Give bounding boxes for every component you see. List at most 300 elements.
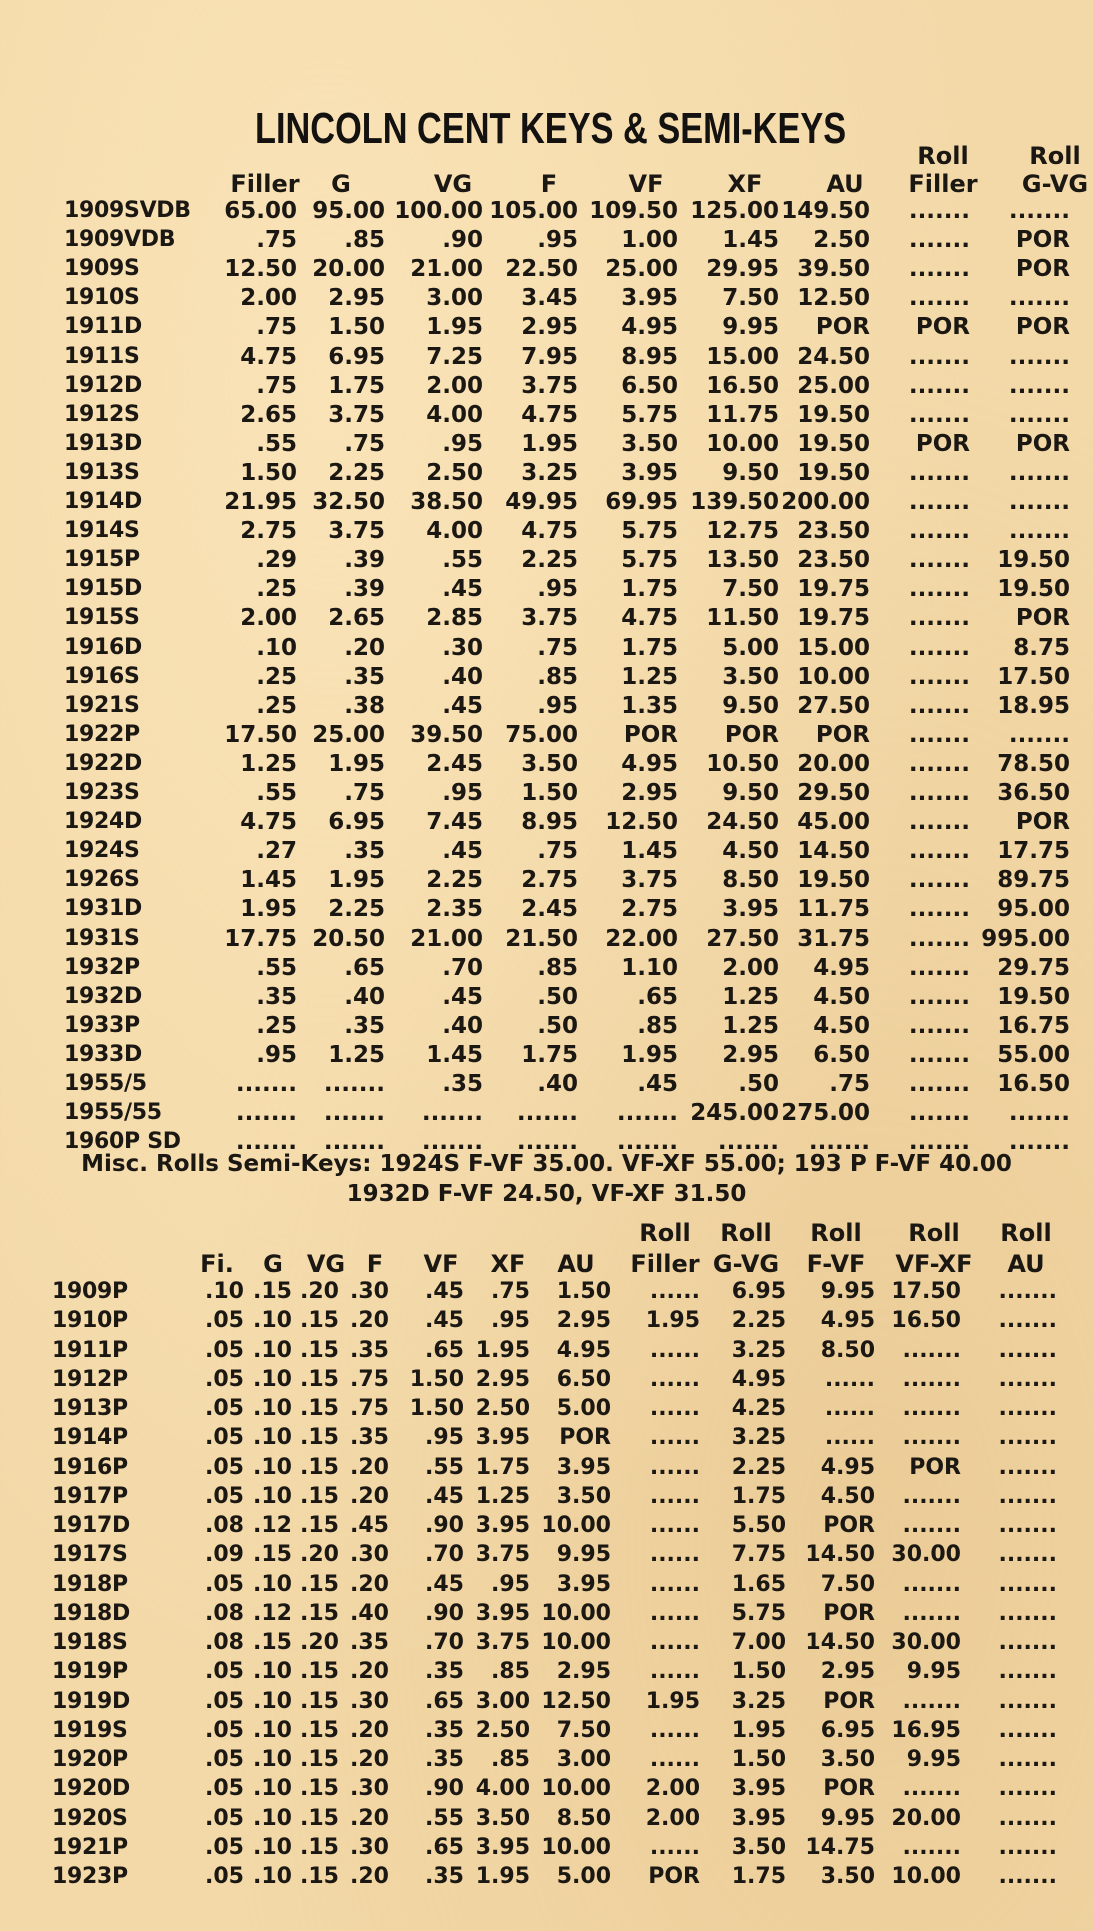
price-cell: ....... bbox=[998, 1308, 1057, 1334]
price-cell: 10.00 bbox=[706, 430, 779, 457]
price-cell: .95 bbox=[256, 1041, 297, 1068]
price-cell: .35 bbox=[344, 1012, 385, 1039]
price-cell: 4.50 bbox=[813, 1012, 870, 1039]
table-row bbox=[0, 1659, 1093, 1688]
year-cell: 1918D bbox=[52, 1600, 130, 1626]
price-cell: 3.75 bbox=[328, 518, 385, 545]
price-cell: ...... bbox=[649, 1483, 700, 1509]
year-cell: 1914D bbox=[64, 489, 142, 514]
price-cell: 3.95 bbox=[475, 1600, 530, 1626]
price-cell: 3.75 bbox=[521, 372, 578, 399]
table-row bbox=[0, 867, 1093, 896]
price-cell: ....... bbox=[908, 547, 970, 574]
price-cell: .95 bbox=[537, 692, 578, 719]
price-cell: .15 bbox=[300, 1396, 339, 1421]
price-cell: .15 bbox=[300, 1688, 339, 1714]
price-cell: .25 bbox=[256, 576, 297, 603]
price-cell: 1.50 bbox=[731, 1747, 786, 1772]
year-cell: 1955/55 bbox=[64, 1100, 162, 1126]
price-cell: ...... bbox=[824, 1425, 875, 1451]
price-cell: 9.95 bbox=[906, 1747, 961, 1772]
price-cell: 65.00 bbox=[224, 198, 297, 224]
price-cell: 38.50 bbox=[410, 489, 483, 515]
price-cell: ....... bbox=[1008, 372, 1070, 399]
column-header-1: Filler bbox=[230, 170, 300, 198]
price-cell: ....... bbox=[902, 1483, 961, 1509]
price-cell: 3.95 bbox=[475, 1425, 530, 1451]
year-cell: 1919P bbox=[52, 1659, 128, 1685]
price-cell: ....... bbox=[908, 780, 970, 806]
year-cell: 1918P bbox=[52, 1571, 128, 1597]
price-cell: .95 bbox=[537, 576, 578, 603]
column-header-4: F bbox=[540, 170, 558, 198]
table-row bbox=[0, 926, 1093, 955]
price-cell: 100.00 bbox=[394, 198, 483, 224]
price-cell: 1.25 bbox=[475, 1483, 530, 1509]
price-cell: .15 bbox=[300, 1776, 339, 1802]
price-cell: .05 bbox=[205, 1776, 244, 1802]
price-cell: 1.65 bbox=[731, 1571, 786, 1597]
year-cell: 1922D bbox=[64, 750, 142, 776]
price-cell: 1.45 bbox=[722, 227, 779, 254]
price-cell: .75 bbox=[350, 1396, 389, 1421]
price-cell: .30 bbox=[350, 1688, 389, 1714]
price-cell: 19.50 bbox=[997, 983, 1070, 1010]
price-cell: .95 bbox=[491, 1308, 530, 1334]
price-cell: .10 bbox=[253, 1747, 292, 1772]
price-cell: ....... bbox=[902, 1600, 961, 1626]
price-cell: 5.00 bbox=[556, 1396, 611, 1421]
table-row bbox=[0, 1630, 1093, 1659]
price-cell: ....... bbox=[998, 1396, 1057, 1421]
table-row bbox=[0, 576, 1093, 605]
price-cell: ....... bbox=[1008, 721, 1070, 748]
price-cell: 24.50 bbox=[797, 343, 870, 370]
price-cell: POR bbox=[648, 1864, 700, 1889]
price-cell: ....... bbox=[616, 1100, 678, 1127]
price-cell: 12.50 bbox=[797, 285, 870, 312]
price-cell: .15 bbox=[300, 1864, 339, 1889]
price-cell: 29.75 bbox=[997, 954, 1070, 981]
price-cell: 9.50 bbox=[722, 780, 779, 806]
column-header-11: VF-XF bbox=[895, 1250, 973, 1278]
year-cell: 1911S bbox=[64, 343, 140, 369]
price-cell: 4.75 bbox=[621, 605, 678, 632]
price-cell: 1.45 bbox=[621, 838, 678, 865]
price-cell: 2.95 bbox=[820, 1659, 875, 1685]
price-cell: ...... bbox=[824, 1366, 875, 1392]
price-cell: ....... bbox=[908, 750, 970, 777]
table-row bbox=[0, 1747, 1093, 1776]
price-cell: POR bbox=[823, 1513, 875, 1538]
price-cell: .10 bbox=[253, 1396, 292, 1421]
table-row bbox=[0, 1425, 1093, 1454]
price-cell: 2.25 bbox=[521, 547, 578, 574]
table-row bbox=[0, 285, 1093, 314]
table-row bbox=[0, 1572, 1093, 1601]
year-cell: 1913P bbox=[52, 1396, 128, 1421]
price-cell: .90 bbox=[425, 1513, 464, 1538]
price-cell: ....... bbox=[998, 1425, 1057, 1451]
table-row bbox=[0, 722, 1093, 751]
price-cell: 29.50 bbox=[797, 780, 870, 806]
column-header-7: AU bbox=[826, 170, 864, 198]
price-cell: 3.95 bbox=[475, 1834, 530, 1860]
column-header-8: Filler bbox=[908, 170, 978, 198]
price-cell: .27 bbox=[256, 838, 297, 865]
price-cell: .20 bbox=[350, 1483, 389, 1509]
price-cell: .10 bbox=[253, 1483, 292, 1509]
table-row bbox=[0, 1806, 1093, 1835]
year-cell: 1913S bbox=[64, 459, 140, 485]
price-cell: .85 bbox=[344, 227, 385, 254]
price-cell: ...... bbox=[824, 1396, 875, 1421]
price-cell: .85 bbox=[537, 663, 578, 690]
price-cell: .35 bbox=[256, 983, 297, 1010]
price-cell: .12 bbox=[253, 1600, 292, 1626]
table-row bbox=[0, 1308, 1093, 1337]
price-cell: 16.95 bbox=[891, 1717, 961, 1743]
price-cell: ....... bbox=[1008, 459, 1070, 486]
price-cell: ....... bbox=[323, 1100, 385, 1127]
price-cell: ....... bbox=[235, 1129, 297, 1156]
year-cell: 1923P bbox=[52, 1864, 128, 1889]
price-cell: 6.95 bbox=[820, 1717, 875, 1743]
price-cell: ....... bbox=[998, 1279, 1057, 1304]
price-cell: 2.75 bbox=[621, 896, 678, 923]
price-cell: ....... bbox=[421, 1100, 483, 1127]
price-cell: ....... bbox=[902, 1513, 961, 1538]
price-cell: .85 bbox=[537, 954, 578, 981]
price-cell: ....... bbox=[998, 1513, 1057, 1538]
price-cell: 3.25 bbox=[521, 459, 578, 486]
price-cell: .29 bbox=[256, 547, 297, 574]
price-cell: 3.50 bbox=[556, 1483, 611, 1509]
price-cell: .10 bbox=[253, 1308, 292, 1334]
year-cell: 1923S bbox=[64, 780, 140, 805]
price-cell: ....... bbox=[902, 1366, 961, 1392]
price-cell: ....... bbox=[516, 1100, 578, 1127]
price-cell: 245.00 bbox=[690, 1100, 779, 1127]
price-cell: ....... bbox=[998, 1776, 1057, 1802]
price-cell: 7.95 bbox=[521, 343, 578, 370]
table-row bbox=[0, 1542, 1093, 1571]
year-cell: 1917P bbox=[52, 1483, 128, 1509]
price-cell: .15 bbox=[300, 1805, 339, 1831]
price-cell: .20 bbox=[350, 1308, 389, 1334]
price-cell: .05 bbox=[205, 1747, 244, 1772]
price-cell: 4.95 bbox=[621, 750, 678, 777]
price-cell: ....... bbox=[908, 721, 970, 748]
price-cell: ....... bbox=[323, 1129, 385, 1156]
price-cell: 5.75 bbox=[621, 401, 678, 428]
price-cell: .25 bbox=[256, 663, 297, 690]
price-cell: POR bbox=[815, 314, 870, 341]
price-cell: ...... bbox=[649, 1571, 700, 1597]
year-cell: 1933D bbox=[64, 1041, 142, 1067]
price-cell: 1.50 bbox=[409, 1396, 464, 1421]
price-cell: 1.95 bbox=[240, 896, 297, 923]
table-row bbox=[0, 984, 1093, 1013]
table-row bbox=[0, 314, 1093, 343]
year-cell: 1911D bbox=[64, 314, 142, 340]
price-cell: .25 bbox=[256, 1012, 297, 1039]
price-cell: 1.95 bbox=[521, 430, 578, 457]
price-cell: 1.25 bbox=[722, 1012, 779, 1039]
price-cell: .10 bbox=[253, 1454, 292, 1480]
price-cell: 6.50 bbox=[556, 1366, 611, 1392]
price-cell: 4.75 bbox=[240, 809, 297, 836]
year-cell: 1915P bbox=[64, 547, 140, 573]
price-cell: 10.00 bbox=[797, 663, 870, 690]
table-row bbox=[0, 1338, 1093, 1367]
price-cell: ....... bbox=[908, 459, 970, 486]
table-row bbox=[0, 896, 1093, 925]
price-cell: .15 bbox=[300, 1717, 339, 1743]
price-cell: ...... bbox=[649, 1630, 700, 1655]
price-cell: ....... bbox=[902, 1776, 961, 1802]
column-header-top-10: Roll bbox=[810, 1219, 862, 1247]
price-cell: ....... bbox=[908, 605, 970, 632]
price-cell: 16.50 bbox=[706, 372, 779, 399]
price-cell: 8.75 bbox=[1013, 634, 1070, 661]
price-cell: .20 bbox=[350, 1864, 389, 1889]
table-row bbox=[0, 955, 1093, 984]
price-cell: ....... bbox=[902, 1425, 961, 1451]
price-cell: .70 bbox=[425, 1630, 464, 1655]
price-cell: .75 bbox=[537, 634, 578, 661]
price-cell: 8.95 bbox=[521, 809, 578, 836]
price-cell: .75 bbox=[256, 314, 297, 341]
year-cell: 1920S bbox=[52, 1805, 128, 1831]
price-cell: .65 bbox=[425, 1834, 464, 1860]
year-cell: 1909P bbox=[52, 1279, 128, 1304]
price-cell: ...... bbox=[649, 1834, 700, 1860]
price-cell: 11.75 bbox=[706, 401, 779, 428]
price-cell: 1.95 bbox=[475, 1337, 530, 1363]
price-cell: 1.95 bbox=[645, 1688, 700, 1714]
table-row bbox=[0, 227, 1093, 256]
price-cell: 2.00 bbox=[645, 1805, 700, 1831]
column-header-5: VF bbox=[423, 1250, 459, 1278]
price-cell: 27.50 bbox=[706, 925, 779, 952]
year-cell: 1919S bbox=[52, 1717, 128, 1743]
price-cell: 4.95 bbox=[556, 1337, 611, 1363]
price-cell: 18.95 bbox=[997, 692, 1070, 719]
table-row bbox=[0, 1513, 1093, 1542]
price-cell: 2.65 bbox=[328, 605, 385, 632]
price-cell: ....... bbox=[908, 198, 970, 224]
misc-note-line-1: Misc. Rolls Semi-Keys: 1924S F-VF 35.00. VF-XF 55.00; 193 P F-VF 40.00 bbox=[81, 1151, 1012, 1177]
price-cell: POR bbox=[823, 1688, 875, 1714]
price-cell: 5.00 bbox=[556, 1864, 611, 1889]
table-row bbox=[0, 1013, 1093, 1042]
price-cell: ...... bbox=[649, 1279, 700, 1304]
table-row bbox=[0, 1042, 1093, 1071]
price-cell: .75 bbox=[344, 780, 385, 806]
price-cell: .55 bbox=[256, 954, 297, 981]
price-cell: .40 bbox=[442, 1012, 483, 1039]
price-cell: ....... bbox=[998, 1483, 1057, 1509]
price-cell: 21.50 bbox=[505, 925, 578, 952]
price-cell: .35 bbox=[350, 1425, 389, 1451]
price-cell: .10 bbox=[253, 1366, 292, 1392]
year-cell: 1916P bbox=[52, 1454, 128, 1480]
year-cell: 1931D bbox=[64, 896, 142, 922]
price-cell: .05 bbox=[205, 1571, 244, 1597]
price-cell: 1.95 bbox=[645, 1308, 700, 1334]
price-cell: 3.50 bbox=[722, 663, 779, 690]
column-header-5: VF bbox=[628, 170, 664, 198]
price-cell: ...... bbox=[649, 1396, 700, 1421]
price-cell: 10.00 bbox=[541, 1630, 611, 1655]
price-cell: .08 bbox=[205, 1630, 244, 1655]
price-cell: .95 bbox=[491, 1571, 530, 1597]
price-cell: 2.00 bbox=[645, 1776, 700, 1802]
price-cell: ....... bbox=[902, 1688, 961, 1714]
price-cell: 1.00 bbox=[621, 227, 678, 254]
price-cell: 75.00 bbox=[505, 721, 578, 748]
price-cell: 2.50 bbox=[813, 227, 870, 254]
price-cell: .05 bbox=[205, 1425, 244, 1451]
table-row bbox=[0, 489, 1093, 518]
price-cell: .10 bbox=[253, 1659, 292, 1685]
year-cell: 1919D bbox=[52, 1688, 130, 1714]
price-cell: 200.00 bbox=[781, 489, 870, 515]
year-cell: 1909SVDB bbox=[64, 198, 191, 223]
price-cell: 4.75 bbox=[521, 401, 578, 428]
price-cell: 30.00 bbox=[891, 1630, 961, 1655]
price-cell: ....... bbox=[908, 838, 970, 865]
price-cell: .10 bbox=[253, 1337, 292, 1363]
price-cell: .45 bbox=[442, 838, 483, 865]
price-cell: 3.95 bbox=[475, 1513, 530, 1538]
price-cell: .45 bbox=[425, 1308, 464, 1334]
price-cell: ....... bbox=[998, 1630, 1057, 1655]
price-cell: 1.75 bbox=[328, 372, 385, 399]
year-cell: 1932D bbox=[64, 983, 142, 1009]
misc-note-line-2: 1932D F-VF 24.50, VF-XF 31.50 bbox=[346, 1181, 747, 1207]
price-cell: 1.25 bbox=[621, 663, 678, 690]
table-row bbox=[0, 547, 1093, 576]
price-cell: ....... bbox=[908, 1100, 970, 1127]
price-cell: .75 bbox=[344, 430, 385, 457]
price-cell: 3.95 bbox=[731, 1805, 786, 1831]
column-header-4: F bbox=[366, 1250, 384, 1278]
price-cell: .10 bbox=[253, 1425, 292, 1451]
price-cell: ....... bbox=[1008, 518, 1070, 545]
price-cell: 8.50 bbox=[556, 1805, 611, 1831]
price-cell: .05 bbox=[205, 1717, 244, 1743]
price-cell: .55 bbox=[442, 547, 483, 574]
price-cell: 7.50 bbox=[722, 285, 779, 312]
price-cell: 19.50 bbox=[997, 547, 1070, 574]
price-cell: 2.25 bbox=[328, 896, 385, 923]
price-cell: 4.95 bbox=[731, 1366, 786, 1392]
price-cell: 3.00 bbox=[426, 285, 483, 312]
price-cell: 2.35 bbox=[426, 896, 483, 923]
price-cell: 15.00 bbox=[797, 634, 870, 661]
page-title: LINCOLN CENT KEYS & SEMI-KEYS bbox=[255, 104, 847, 153]
price-cell: 16.50 bbox=[997, 1071, 1070, 1097]
price-cell: 2.00 bbox=[722, 954, 779, 981]
price-cell: ...... bbox=[649, 1425, 700, 1451]
price-cell: 1.50 bbox=[409, 1366, 464, 1392]
price-cell: ....... bbox=[717, 1129, 779, 1156]
price-cell: .30 bbox=[350, 1279, 389, 1304]
price-cell: ....... bbox=[908, 1012, 970, 1039]
price-cell: .10 bbox=[253, 1864, 292, 1889]
price-cell: 4.00 bbox=[426, 401, 483, 428]
price-cell: 4.25 bbox=[731, 1396, 786, 1421]
price-cell: 1.95 bbox=[475, 1864, 530, 1889]
price-cell: 4.75 bbox=[521, 518, 578, 545]
price-cell: .10 bbox=[253, 1571, 292, 1597]
price-cell: .05 bbox=[205, 1396, 244, 1421]
price-cell: .70 bbox=[425, 1542, 464, 1568]
year-cell: 1913D bbox=[64, 430, 142, 456]
price-cell: 275.00 bbox=[781, 1100, 870, 1127]
column-header-top-12: Roll bbox=[1000, 1219, 1052, 1247]
price-cell: 14.50 bbox=[797, 838, 870, 865]
year-cell: 1912S bbox=[64, 401, 140, 427]
price-cell: .95 bbox=[537, 227, 578, 254]
price-cell: .55 bbox=[425, 1454, 464, 1480]
table-row bbox=[0, 838, 1093, 867]
price-cell: 3.75 bbox=[475, 1630, 530, 1655]
year-cell: 1911P bbox=[52, 1337, 128, 1363]
price-cell: 19.50 bbox=[997, 576, 1070, 603]
price-cell: .55 bbox=[425, 1805, 464, 1831]
price-cell: .65 bbox=[344, 954, 385, 981]
price-cell: .90 bbox=[442, 227, 483, 254]
price-cell: 14.50 bbox=[805, 1542, 875, 1568]
price-cell: .45 bbox=[425, 1483, 464, 1509]
price-cell: 16.50 bbox=[891, 1308, 961, 1334]
price-cell: .05 bbox=[205, 1659, 244, 1685]
price-cell: 10.00 bbox=[541, 1513, 611, 1538]
price-cell: 9.95 bbox=[906, 1659, 961, 1685]
price-cell: ....... bbox=[902, 1396, 961, 1421]
year-cell: 1909VDB bbox=[64, 227, 176, 253]
price-cell: 9.95 bbox=[722, 314, 779, 341]
table-row bbox=[0, 605, 1093, 634]
column-header-6: XF bbox=[727, 170, 763, 198]
price-cell: .20 bbox=[350, 1717, 389, 1743]
table-row bbox=[0, 1071, 1093, 1100]
price-cell: .15 bbox=[300, 1747, 339, 1772]
price-cell: ....... bbox=[1008, 1100, 1070, 1127]
price-cell: 19.50 bbox=[797, 867, 870, 894]
price-cell: .15 bbox=[300, 1337, 339, 1363]
price-cell: .15 bbox=[300, 1513, 339, 1538]
price-cell: 22.00 bbox=[605, 925, 678, 952]
price-cell: 25.00 bbox=[605, 256, 678, 283]
price-cell: 2.00 bbox=[426, 372, 483, 399]
price-cell: 3.50 bbox=[820, 1747, 875, 1772]
price-cell: 2.25 bbox=[426, 867, 483, 894]
column-header-3: VG bbox=[306, 1250, 346, 1278]
price-cell: ....... bbox=[516, 1129, 578, 1156]
price-cell: 89.75 bbox=[997, 867, 1070, 894]
price-cell: ....... bbox=[998, 1542, 1057, 1568]
table-row bbox=[0, 751, 1093, 780]
table-row bbox=[0, 780, 1093, 809]
price-cell: 1.95 bbox=[328, 867, 385, 894]
table-row bbox=[0, 1835, 1093, 1864]
price-cell: 19.75 bbox=[797, 576, 870, 603]
price-cell: 3.95 bbox=[621, 459, 678, 486]
